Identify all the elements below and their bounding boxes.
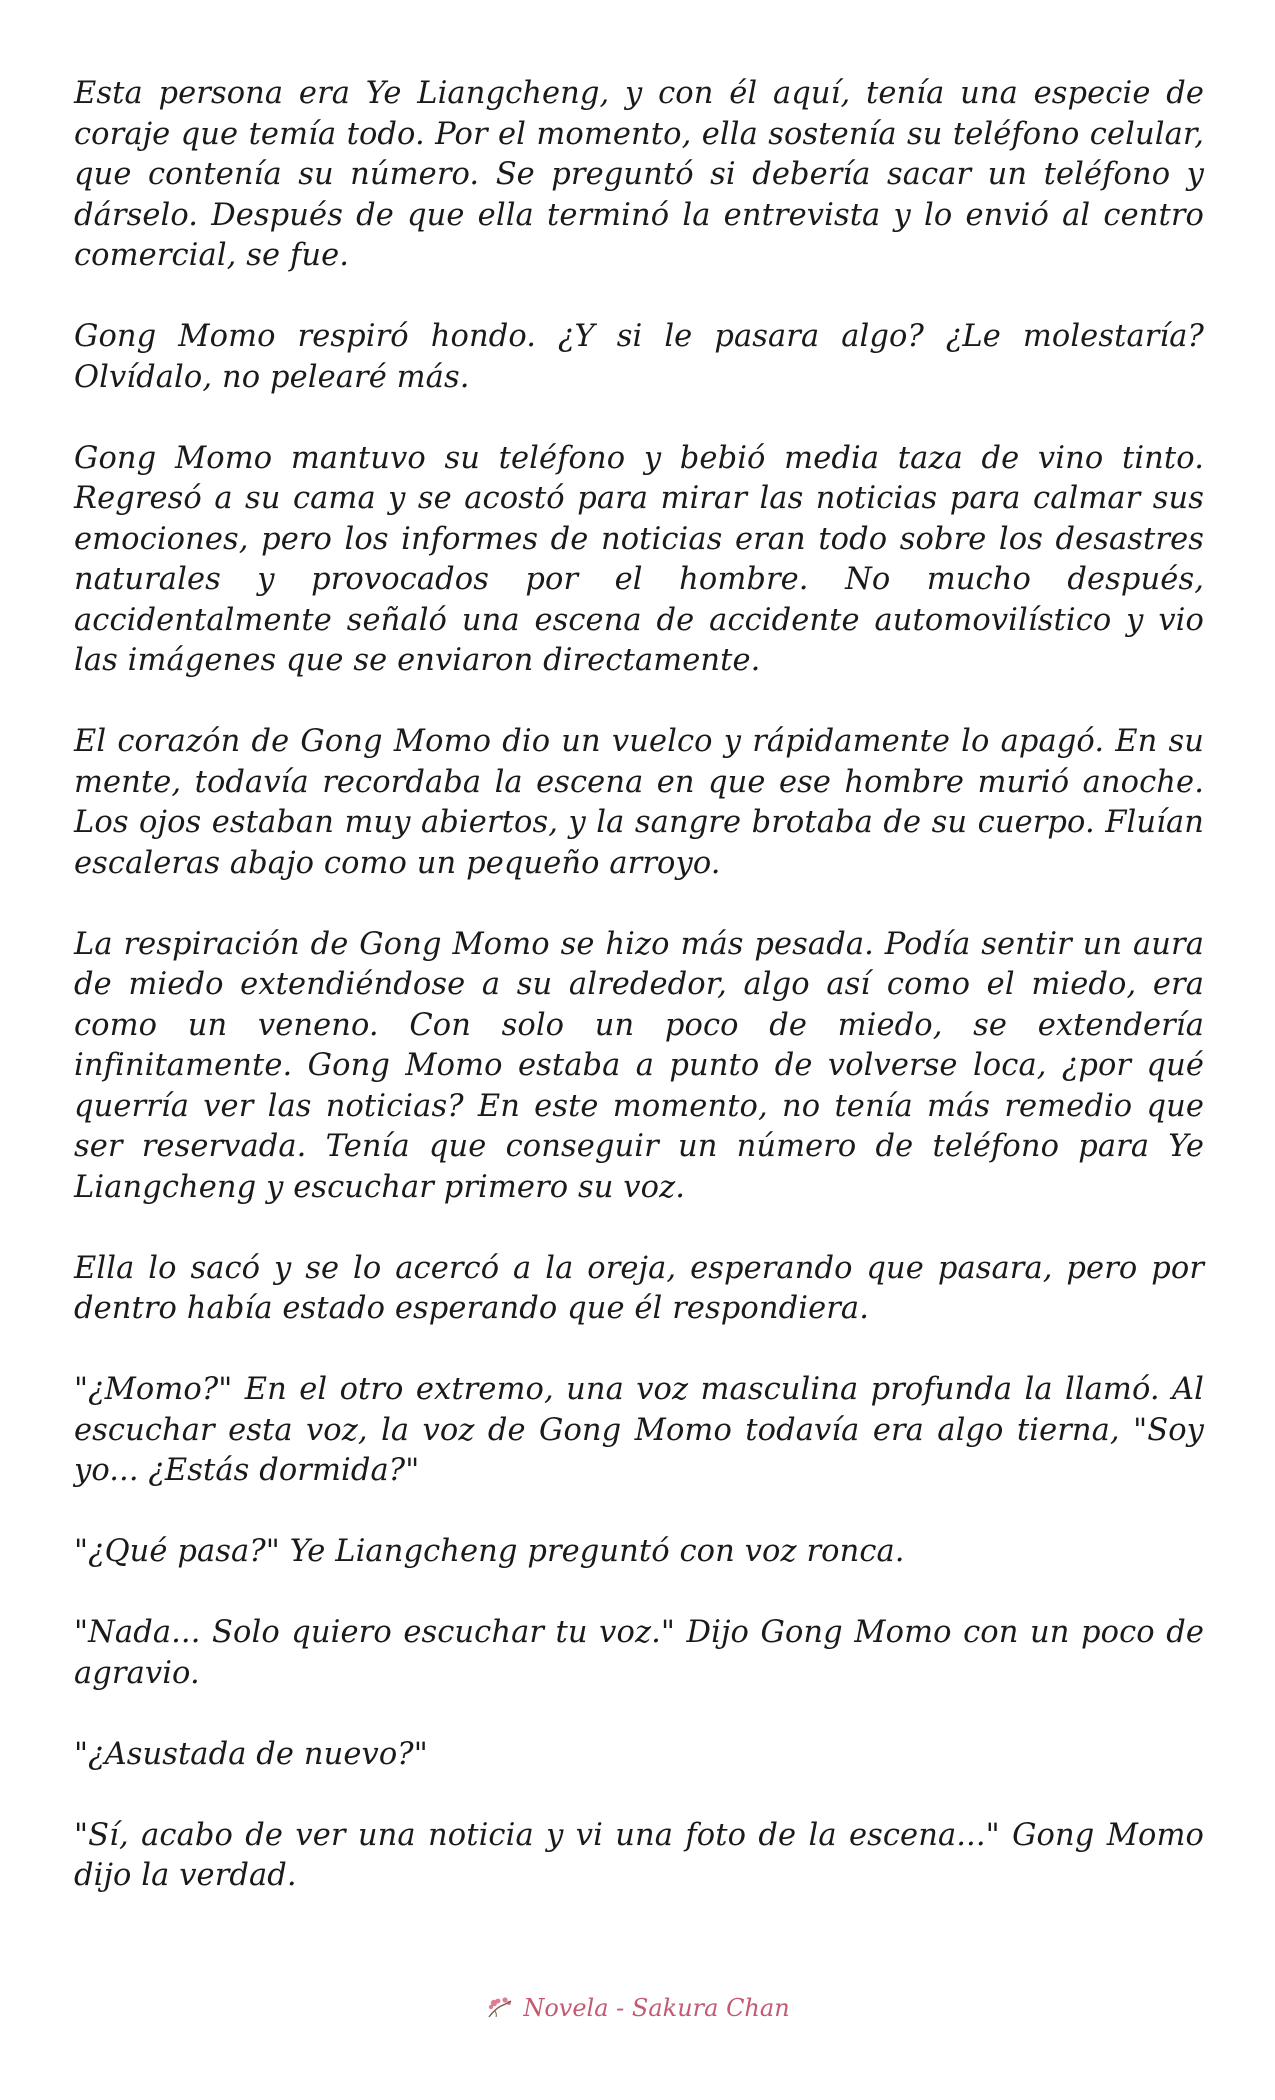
paragraph-4: El corazón de Gong Momo dio un vuelco y rápidamente lo apagó. En su mente, todavía recordaba la escena en que ese hombre murió anoche. Los ojos estaban muy abiertos, y la sangre brotaba de su cuerpo. Fluían escaleras abajo como un pequeño arroyo. — [74, 724, 1204, 881]
paragraph-11: "Sí, acabo de ver una noticia y vi una foto de la escena..." Gong Momo dijo la verdad. — [74, 1817, 1204, 1893]
paragraph-3: Gong Momo mantuvo su teléfono y bebió media taza de vino tinto. Regresó a su cama y se acostó para mirar las noticias para calmar sus emociones, pero los informes de noticias eran todo sobre los desastres naturales y provocados por el hombre. No mucho después, accidentalmente señaló una escena de accidente automovilístico y vio las imágenes que se enviaron directamente. — [74, 440, 1204, 678]
footer-text: Novela - Sakura Chan — [523, 1994, 790, 2022]
paragraph-7: "¿Momo?" En el otro extremo, una voz masculina profunda la llamó. Al escuchar esta voz, la voz de Gong Momo todavía era algo tierna, "Soy yo... ¿Estás dormida?" — [74, 1372, 1204, 1488]
paragraph-10: "¿Asustada de nuevo?" — [74, 1736, 428, 1772]
paragraph-1: Esta persona era Ye Liangcheng, y con él aquí, tenía una especie de coraje que temía todo. Por el momento, ella sostenía su teléfono celular, que contenía su número. Se preguntó si debería sacar un teléfono y dárselo. Después de que ella terminó la entrevista y lo envió al centro comercial, se fue. — [74, 76, 1204, 273]
paragraph-2: Gong Momo respiró hondo. ¿Y si le pasara algo? ¿Le molestaría? Olvídalo, no pelearé más. — [74, 319, 1204, 395]
paragraph-8: "¿Qué pasa?" Ye Liangcheng preguntó con voz ronca. — [74, 1534, 905, 1569]
sakura-flower-icon — [485, 1995, 515, 2021]
footer-watermark — [0, 1994, 1275, 2022]
paragraph-6: Ella lo sacó y se lo acercó a la oreja, esperando que pasara, pero por dentro había estado esperando que él respondiera. — [74, 1250, 1204, 1326]
paragraph-5: La respiración de Gong Momo se hizo más pesada. Podía sentir un aura de miedo extendiéndose a su alrededor, algo así como el miedo, era como un veneno. Con solo un poco de miedo, se extendería infinitamente. Gong Momo estaba a punto de volverse loca, ¿por qué querría ver las noticias? En este momento, no tenía más remedio que ser reservada. Tenía que conseguir un número de teléfono para Ye Liangcheng y escuchar primero su voz. — [74, 926, 1204, 1205]
paragraph-9: "Nada... Solo quiero escuchar tu voz." Dijo Gong Momo con un poco de agravio. — [74, 1615, 1204, 1691]
document-body — [74, 74, 1204, 1937]
